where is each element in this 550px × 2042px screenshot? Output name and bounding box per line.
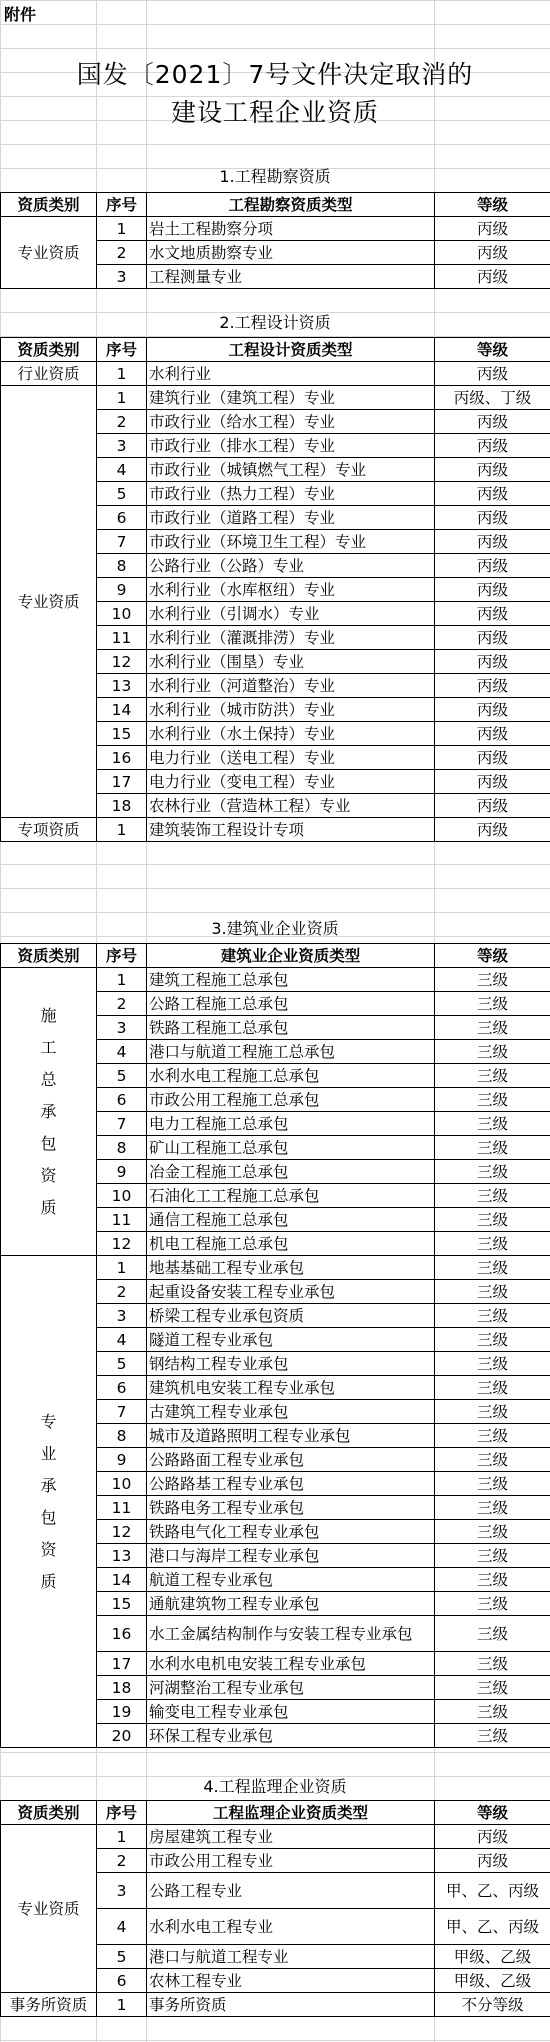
grade-cell: 丙级 bbox=[435, 818, 550, 842]
type-cell: 水工金属结构制作与安装工程专业承包 bbox=[147, 1616, 435, 1652]
seq-cell: 3 bbox=[97, 265, 147, 289]
seq-cell: 9 bbox=[97, 578, 147, 602]
grade-cell: 三级 bbox=[435, 1016, 550, 1040]
type-cell: 市政行业（热力工程）专业 bbox=[147, 482, 435, 506]
grade-cell: 丙级 bbox=[435, 650, 550, 674]
type-cell: 市政公用工程专业 bbox=[147, 1849, 435, 1873]
type-cell: 岩土工程勘察分项 bbox=[147, 217, 435, 241]
grade-cell: 三级 bbox=[435, 1424, 550, 1448]
type-cell: 市政行业（道路工程）专业 bbox=[147, 506, 435, 530]
type-cell: 水利行业（引调水）专业 bbox=[147, 602, 435, 626]
table-row bbox=[1, 1256, 550, 1280]
table-row bbox=[1, 217, 550, 241]
grade-cell: 丙级 bbox=[435, 626, 550, 650]
seq-cell: 6 bbox=[97, 1376, 147, 1400]
document-title-line2: 建设工程企业资质 bbox=[170, 98, 379, 127]
grade-cell: 三级 bbox=[435, 1088, 550, 1112]
type-cell: 公路工程专业 bbox=[147, 1873, 435, 1909]
grade-cell: 三级 bbox=[435, 1616, 550, 1652]
type-cell: 输变电工程专业承包 bbox=[147, 1700, 435, 1724]
type-cell: 公路工程施工总承包 bbox=[147, 992, 435, 1016]
seq-cell: 16 bbox=[97, 1616, 147, 1652]
type-cell: 水利水电工程专业 bbox=[147, 1909, 435, 1945]
grade-cell: 丙级 bbox=[435, 362, 550, 386]
seq-cell: 5 bbox=[97, 1945, 147, 1969]
grid-row-line bbox=[0, 912, 550, 913]
type-cell: 水利行业（河道整治）专业 bbox=[147, 674, 435, 698]
seq-cell: 5 bbox=[97, 1352, 147, 1376]
header-seq: 序号 bbox=[97, 193, 147, 217]
seq-cell: 14 bbox=[97, 1568, 147, 1592]
table-row bbox=[1, 1993, 550, 2017]
type-cell: 铁路工程施工总承包 bbox=[147, 1016, 435, 1040]
type-cell: 城市及道路照明工程专业承包 bbox=[147, 1424, 435, 1448]
seq-cell: 12 bbox=[97, 650, 147, 674]
grade-cell: 三级 bbox=[435, 1652, 550, 1676]
table-header-row bbox=[1, 944, 550, 968]
type-cell: 水利水电工程施工总承包 bbox=[147, 1064, 435, 1088]
seq-cell: 1 bbox=[97, 818, 147, 842]
grade-cell: 丙级 bbox=[435, 217, 550, 241]
seq-cell: 1 bbox=[97, 968, 147, 992]
type-cell: 建筑装饰工程设计专项 bbox=[147, 818, 435, 842]
grade-cell: 三级 bbox=[435, 1064, 550, 1088]
grade-cell: 三级 bbox=[435, 1724, 550, 1748]
grade-cell: 三级 bbox=[435, 1520, 550, 1544]
document-title-line1: 国发〔2021〕7号文件决定取消的 bbox=[76, 60, 474, 89]
type-cell: 冶金工程施工总承包 bbox=[147, 1160, 435, 1184]
grade-cell: 甲、乙、丙级 bbox=[435, 1909, 550, 1945]
type-cell: 水利水电机电安装工程专业承包 bbox=[147, 1652, 435, 1676]
seq-cell: 18 bbox=[97, 1676, 147, 1700]
type-cell: 起重设备安装工程专业承包 bbox=[147, 1280, 435, 1304]
seq-cell: 7 bbox=[97, 1112, 147, 1136]
grade-cell: 丙级 bbox=[435, 674, 550, 698]
seq-cell: 1 bbox=[97, 1256, 147, 1280]
type-cell: 铁路电气化工程专业承包 bbox=[147, 1520, 435, 1544]
grade-cell: 丙级 bbox=[435, 602, 550, 626]
grade-cell: 三级 bbox=[435, 1544, 550, 1568]
attachment-label: 附件 bbox=[4, 5, 37, 24]
type-cell: 钢结构工程专业承包 bbox=[147, 1352, 435, 1376]
type-cell: 市政行业（城镇燃气工程）专业 bbox=[147, 458, 435, 482]
grade-cell: 三级 bbox=[435, 1496, 550, 1520]
category-cell: 行业资质 bbox=[1, 362, 97, 386]
type-cell: 市政公用工程施工总承包 bbox=[147, 1088, 435, 1112]
grade-cell: 不分等级 bbox=[435, 1993, 550, 2017]
grade-cell: 三级 bbox=[435, 1280, 550, 1304]
type-cell: 通航建筑物工程专业承包 bbox=[147, 1592, 435, 1616]
seq-cell: 9 bbox=[97, 1448, 147, 1472]
grade-cell: 甲、乙、丙级 bbox=[435, 1873, 550, 1909]
grade-cell: 丙级 bbox=[435, 530, 550, 554]
header-type: 工程设计资质类型 bbox=[147, 338, 435, 362]
category-cell: 专业资质 bbox=[1, 1825, 97, 1993]
header-grade: 等级 bbox=[435, 193, 550, 217]
type-cell: 市政行业（环境卫生工程）专业 bbox=[147, 530, 435, 554]
type-cell: 公路行业（公路）专业 bbox=[147, 554, 435, 578]
type-cell: 建筑机电安装工程专业承包 bbox=[147, 1376, 435, 1400]
seq-cell: 11 bbox=[97, 1496, 147, 1520]
seq-cell: 17 bbox=[97, 1652, 147, 1676]
header-seq: 序号 bbox=[97, 1801, 147, 1825]
seq-cell: 19 bbox=[97, 1700, 147, 1724]
grade-cell: 三级 bbox=[435, 1400, 550, 1424]
seq-cell: 4 bbox=[97, 1328, 147, 1352]
header-category: 资质类别 bbox=[1, 338, 97, 362]
seq-cell: 8 bbox=[97, 1424, 147, 1448]
header-category: 资质类别 bbox=[1, 944, 97, 968]
seq-cell: 14 bbox=[97, 698, 147, 722]
grade-cell: 三级 bbox=[435, 1112, 550, 1136]
grade-cell: 三级 bbox=[435, 1304, 550, 1328]
grid-row-line bbox=[0, 48, 550, 49]
category-cell: 专业资质 bbox=[1, 217, 97, 289]
type-cell: 水利行业 bbox=[147, 362, 435, 386]
seq-cell: 3 bbox=[97, 1304, 147, 1328]
table-row bbox=[1, 386, 550, 410]
header-seq: 序号 bbox=[97, 944, 147, 968]
grade-cell: 丙级 bbox=[435, 265, 550, 289]
seq-cell: 7 bbox=[97, 1400, 147, 1424]
type-cell: 航道工程专业承包 bbox=[147, 1568, 435, 1592]
grade-cell: 丙级 bbox=[435, 458, 550, 482]
seq-cell: 2 bbox=[97, 992, 147, 1016]
header-type: 工程监理企业资质类型 bbox=[147, 1801, 435, 1825]
table-header-row bbox=[1, 338, 550, 362]
type-cell: 事务所资质 bbox=[147, 1993, 435, 2017]
seq-cell: 1 bbox=[97, 386, 147, 410]
grade-cell: 三级 bbox=[435, 1184, 550, 1208]
grade-cell: 三级 bbox=[435, 1376, 550, 1400]
seq-cell: 5 bbox=[97, 482, 147, 506]
seq-cell: 10 bbox=[97, 602, 147, 626]
header-type: 工程勘察资质类型 bbox=[147, 193, 435, 217]
type-cell: 建筑工程施工总承包 bbox=[147, 968, 435, 992]
grade-cell: 丙级 bbox=[435, 554, 550, 578]
type-cell: 古建筑工程专业承包 bbox=[147, 1400, 435, 1424]
type-cell: 港口与海岸工程专业承包 bbox=[147, 1544, 435, 1568]
category-cell: 专业资质 bbox=[1, 386, 97, 818]
grid-row-line bbox=[0, 888, 550, 889]
type-cell: 地基基础工程专业承包 bbox=[147, 1256, 435, 1280]
type-cell: 隧道工程专业承包 bbox=[147, 1328, 435, 1352]
grade-cell: 三级 bbox=[435, 1676, 550, 1700]
grade-cell: 三级 bbox=[435, 1328, 550, 1352]
grade-cell: 丙级 bbox=[435, 434, 550, 458]
header-grade: 等级 bbox=[435, 1801, 550, 1825]
seq-cell: 11 bbox=[97, 1208, 147, 1232]
seq-cell: 13 bbox=[97, 1544, 147, 1568]
seq-cell: 11 bbox=[97, 626, 147, 650]
type-cell: 水文地质勘察专业 bbox=[147, 241, 435, 265]
section-title: 3.建筑业企业资质 bbox=[211, 919, 339, 938]
seq-cell: 6 bbox=[97, 506, 147, 530]
type-cell: 石油化工工程施工总承包 bbox=[147, 1184, 435, 1208]
type-cell: 农林行业（营造林工程）专业 bbox=[147, 794, 435, 818]
table-row bbox=[1, 968, 550, 992]
seq-cell: 3 bbox=[97, 434, 147, 458]
type-cell: 铁路电务工程专业承包 bbox=[147, 1496, 435, 1520]
grid-row-line bbox=[0, 2040, 550, 2041]
type-cell: 河湖整治工程专业承包 bbox=[147, 1676, 435, 1700]
seq-cell: 18 bbox=[97, 794, 147, 818]
type-cell: 矿山工程施工总承包 bbox=[147, 1136, 435, 1160]
grade-cell: 丙级 bbox=[435, 746, 550, 770]
seq-cell: 16 bbox=[97, 746, 147, 770]
grade-cell: 丙级 bbox=[435, 722, 550, 746]
grade-cell: 三级 bbox=[435, 1448, 550, 1472]
grade-cell: 三级 bbox=[435, 1040, 550, 1064]
seq-cell: 10 bbox=[97, 1472, 147, 1496]
category-label-vertical: 施工总承包资质 bbox=[40, 1005, 57, 1217]
qualification-table bbox=[0, 943, 550, 1748]
table-header-row bbox=[1, 1801, 550, 1825]
grade-cell: 三级 bbox=[435, 1256, 550, 1280]
grade-cell: 三级 bbox=[435, 1592, 550, 1616]
type-cell: 水利行业（城市防洪）专业 bbox=[147, 698, 435, 722]
table-row bbox=[1, 362, 550, 386]
category-cell bbox=[1, 968, 97, 1256]
type-cell: 市政行业（排水工程）专业 bbox=[147, 434, 435, 458]
type-cell: 港口与航道工程专业 bbox=[147, 1945, 435, 1969]
type-cell: 公路路基工程专业承包 bbox=[147, 1472, 435, 1496]
header-grade: 等级 bbox=[435, 944, 550, 968]
table-header-row bbox=[1, 193, 550, 217]
seq-cell: 15 bbox=[97, 722, 147, 746]
grade-cell: 丙级 bbox=[435, 578, 550, 602]
type-cell: 房屋建筑工程专业 bbox=[147, 1825, 435, 1849]
type-cell: 水利行业（水土保持）专业 bbox=[147, 722, 435, 746]
seq-cell: 2 bbox=[97, 241, 147, 265]
seq-cell: 15 bbox=[97, 1592, 147, 1616]
type-cell: 桥梁工程专业承包资质 bbox=[147, 1304, 435, 1328]
category-cell: 专项资质 bbox=[1, 818, 97, 842]
grade-cell: 丙级、丁级 bbox=[435, 386, 550, 410]
seq-cell: 12 bbox=[97, 1520, 147, 1544]
type-cell: 电力行业（送电工程）专业 bbox=[147, 746, 435, 770]
type-cell: 通信工程施工总承包 bbox=[147, 1208, 435, 1232]
grade-cell: 三级 bbox=[435, 968, 550, 992]
type-cell: 水利行业（围垦）专业 bbox=[147, 650, 435, 674]
grade-cell: 丙级 bbox=[435, 770, 550, 794]
seq-cell: 4 bbox=[97, 458, 147, 482]
grid-row-line bbox=[0, 24, 550, 25]
section-title: 1.工程勘察资质 bbox=[219, 167, 331, 186]
grade-cell: 甲级、乙级 bbox=[435, 1945, 550, 1969]
seq-cell: 1 bbox=[97, 1993, 147, 2017]
type-cell: 机电工程施工总承包 bbox=[147, 1232, 435, 1256]
seq-cell: 1 bbox=[97, 217, 147, 241]
type-cell: 水利行业（灌溉排涝）专业 bbox=[147, 626, 435, 650]
seq-cell: 3 bbox=[97, 1873, 147, 1909]
header-grade: 等级 bbox=[435, 338, 550, 362]
category-label-vertical: 专业承包资质 bbox=[40, 1411, 57, 1591]
grade-cell: 三级 bbox=[435, 1160, 550, 1184]
grade-cell: 三级 bbox=[435, 1568, 550, 1592]
grade-cell: 三级 bbox=[435, 1472, 550, 1496]
seq-cell: 3 bbox=[97, 1016, 147, 1040]
grade-cell: 丙级 bbox=[435, 698, 550, 722]
type-cell: 港口与航道工程施工总承包 bbox=[147, 1040, 435, 1064]
grade-cell: 三级 bbox=[435, 992, 550, 1016]
grid-row-line bbox=[0, 864, 550, 865]
grid-row-line bbox=[0, 144, 550, 145]
grade-cell: 丙级 bbox=[435, 482, 550, 506]
grade-cell: 三级 bbox=[435, 1136, 550, 1160]
grade-cell: 丙级 bbox=[435, 410, 550, 434]
section-title: 2.工程设计资质 bbox=[219, 313, 331, 332]
seq-cell: 5 bbox=[97, 1064, 147, 1088]
seq-cell: 2 bbox=[97, 1849, 147, 1873]
type-cell: 公路路面工程专业承包 bbox=[147, 1448, 435, 1472]
qualification-table bbox=[0, 1800, 550, 2017]
type-cell: 市政行业（给水工程）专业 bbox=[147, 410, 435, 434]
seq-cell: 12 bbox=[97, 1232, 147, 1256]
seq-cell: 1 bbox=[97, 1825, 147, 1849]
header-type: 建筑业企业资质类型 bbox=[147, 944, 435, 968]
type-cell: 农林工程专业 bbox=[147, 1969, 435, 1993]
table-row bbox=[1, 818, 550, 842]
grade-cell: 丙级 bbox=[435, 794, 550, 818]
type-cell: 电力工程施工总承包 bbox=[147, 1112, 435, 1136]
type-cell: 电力行业（变电工程）专业 bbox=[147, 770, 435, 794]
category-cell bbox=[1, 1256, 97, 1748]
seq-cell: 2 bbox=[97, 410, 147, 434]
grid-row-line bbox=[0, 1752, 550, 1753]
grade-cell: 三级 bbox=[435, 1232, 550, 1256]
type-cell: 水利行业（水库枢纽）专业 bbox=[147, 578, 435, 602]
grade-cell: 三级 bbox=[435, 1352, 550, 1376]
table-row bbox=[1, 1825, 550, 1849]
grade-cell: 丙级 bbox=[435, 506, 550, 530]
qualification-table bbox=[0, 192, 550, 289]
seq-cell: 4 bbox=[97, 1040, 147, 1064]
seq-cell: 1 bbox=[97, 362, 147, 386]
seq-cell: 2 bbox=[97, 1280, 147, 1304]
grid-row-line bbox=[0, 0, 550, 1]
seq-cell: 8 bbox=[97, 554, 147, 578]
seq-cell: 10 bbox=[97, 1184, 147, 1208]
category-cell: 事务所资质 bbox=[1, 1993, 97, 2017]
header-category: 资质类别 bbox=[1, 193, 97, 217]
seq-cell: 9 bbox=[97, 1160, 147, 1184]
grade-cell: 三级 bbox=[435, 1208, 550, 1232]
seq-cell: 6 bbox=[97, 1969, 147, 1993]
type-cell: 环保工程专业承包 bbox=[147, 1724, 435, 1748]
seq-cell: 8 bbox=[97, 1136, 147, 1160]
seq-cell: 13 bbox=[97, 674, 147, 698]
grade-cell: 甲级、乙级 bbox=[435, 1969, 550, 1993]
seq-cell: 4 bbox=[97, 1909, 147, 1945]
seq-cell: 7 bbox=[97, 530, 147, 554]
header-category: 资质类别 bbox=[1, 1801, 97, 1825]
grade-cell: 丙级 bbox=[435, 241, 550, 265]
grade-cell: 三级 bbox=[435, 1700, 550, 1724]
qualification-table bbox=[0, 337, 550, 842]
seq-cell: 6 bbox=[97, 1088, 147, 1112]
section-title: 4.工程监理企业资质 bbox=[203, 1777, 347, 1796]
type-cell: 工程测量专业 bbox=[147, 265, 435, 289]
seq-cell: 20 bbox=[97, 1724, 147, 1748]
grade-cell: 丙级 bbox=[435, 1849, 550, 1873]
seq-cell: 17 bbox=[97, 770, 147, 794]
header-seq: 序号 bbox=[97, 338, 147, 362]
type-cell: 建筑行业（建筑工程）专业 bbox=[147, 386, 435, 410]
grade-cell: 丙级 bbox=[435, 1825, 550, 1849]
